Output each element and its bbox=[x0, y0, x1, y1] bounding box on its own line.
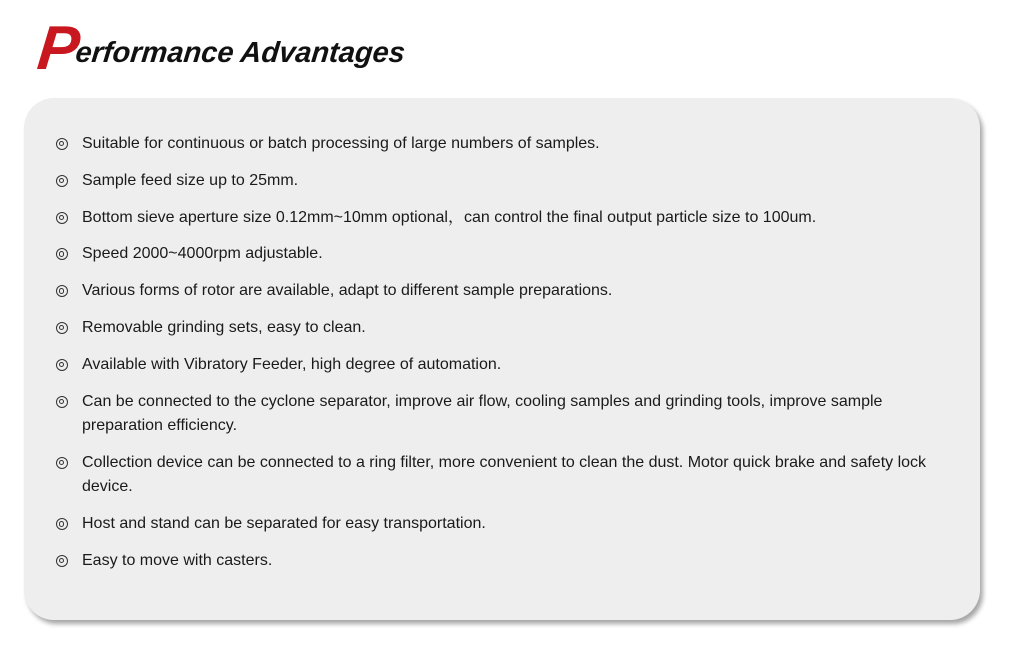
double-circle-icon bbox=[56, 359, 68, 371]
advantages-list bbox=[56, 132, 961, 586]
list-item bbox=[56, 169, 961, 194]
double-circle-icon bbox=[56, 518, 68, 530]
double-circle-icon bbox=[56, 175, 68, 187]
list-item bbox=[56, 279, 961, 304]
list-item-text: Collection device can be connected to a ring filter, more convenient to clean the dust. Motor quick brake and safety lock device. bbox=[82, 453, 927, 496]
list-item bbox=[56, 549, 961, 574]
double-circle-icon bbox=[56, 457, 68, 469]
list-item-text: Bottom sieve aperture size 0.12mm~10mm optional，can control the final output particle size to 100um. bbox=[82, 208, 817, 226]
list-item bbox=[56, 206, 961, 231]
list-item-text: Speed 2000~4000rpm adjustable. bbox=[82, 245, 323, 263]
list-item bbox=[56, 353, 961, 378]
list-item bbox=[56, 390, 961, 439]
double-circle-icon bbox=[56, 555, 68, 567]
double-circle-icon bbox=[56, 212, 68, 224]
list-item bbox=[56, 512, 961, 537]
list-item bbox=[56, 132, 961, 157]
list-item-text: Available with Vibratory Feeder, high degree of automation. bbox=[82, 355, 502, 373]
double-circle-icon bbox=[56, 248, 68, 260]
list-item bbox=[56, 242, 961, 267]
list-item-text: Host and stand can be separated for easy transportation. bbox=[82, 515, 486, 533]
list-item-text: Easy to move with casters. bbox=[82, 551, 273, 569]
advantages-panel bbox=[24, 98, 980, 620]
section-heading bbox=[34, 10, 408, 83]
list-item-text: Removable grinding sets, easy to clean. bbox=[82, 318, 366, 336]
list-item-text: Sample feed size up to 25mm. bbox=[82, 171, 299, 189]
double-circle-icon bbox=[56, 322, 68, 334]
heading-initial: P bbox=[34, 14, 84, 83]
double-circle-icon bbox=[56, 285, 68, 297]
heading-text: erformance Advantages bbox=[74, 37, 408, 69]
list-item bbox=[56, 316, 961, 341]
double-circle-icon bbox=[56, 138, 68, 150]
list-item bbox=[56, 451, 961, 500]
list-item-text: Can be connected to the cyclone separator, improve air flow, cooling samples and grinding tools, improve sample preparation efficiency. bbox=[82, 392, 883, 435]
double-circle-icon bbox=[56, 396, 68, 408]
list-item-text: Suitable for continuous or batch processing of large numbers of samples. bbox=[82, 135, 600, 152]
list-item-text: Various forms of rotor are available, adapt to different sample preparations. bbox=[82, 282, 613, 300]
